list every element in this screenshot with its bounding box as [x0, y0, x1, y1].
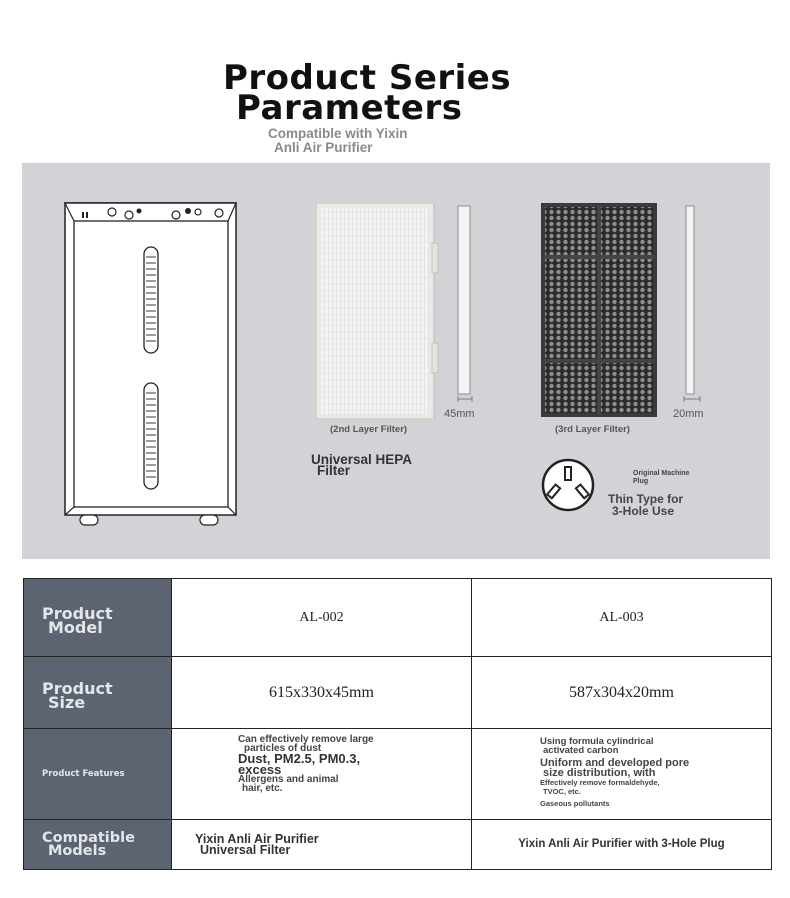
- label-line2: Size: [48, 692, 86, 712]
- plug-note: [633, 470, 689, 486]
- features-al-003: [472, 729, 772, 820]
- feature-line: Dust, PM2.5, PM0.3,: [238, 751, 361, 766]
- air-purifier-illustration: [64, 201, 240, 533]
- feature-line: size distribution, with: [543, 767, 656, 779]
- model-al-002: AL-002: [172, 579, 472, 657]
- thin-type-line2: 3-Hole Use: [612, 504, 675, 518]
- carbon-filter-image: [541, 203, 657, 417]
- hepa-caption: (2nd Layer Filter): [330, 424, 408, 435]
- row-label-features: [24, 729, 172, 820]
- size-al-003: 587x304x20mm: [472, 657, 772, 729]
- page-subtitle: [268, 127, 408, 155]
- compat-al-003-text: Yixin Anli Air Purifier with 3-Hole Plug: [518, 838, 725, 850]
- feature-line: Using formula cylindrical: [540, 736, 654, 747]
- features-al-002: [172, 729, 472, 820]
- table-row: [24, 657, 772, 729]
- compat-line1: Yixin Anli Air Purifier: [195, 831, 319, 846]
- carbon-thickness-label: 20mm: [673, 408, 704, 420]
- feature-line: particles of dust: [244, 743, 322, 754]
- table-row: [24, 579, 772, 657]
- hepa-thickness-bar: [456, 205, 476, 395]
- page-title-line2: Parameters: [236, 88, 463, 128]
- label-line2: Models: [48, 842, 107, 859]
- size-al-002: 615x330x45mm: [172, 657, 472, 729]
- feature-line: Uniform and developed pore: [540, 757, 690, 769]
- product-illustration-panel: [22, 163, 770, 559]
- parameters-table: [23, 578, 772, 870]
- label-line1: Compatible: [42, 829, 135, 846]
- hepa-title-line2: Filter: [317, 463, 351, 478]
- feature-line: excess: [238, 762, 282, 777]
- hepa-filter-image: [316, 203, 440, 419]
- label-line1: Product: [42, 603, 113, 623]
- hepa-title: [311, 454, 412, 476]
- feature-line: Can effectively remove large: [238, 734, 374, 745]
- row-label-size: [24, 657, 172, 729]
- row-label-model: [24, 579, 172, 657]
- label-line1: Product: [42, 678, 113, 698]
- table-row: [24, 729, 772, 820]
- carbon-caption: (3rd Layer Filter): [555, 424, 630, 435]
- hepa-thickness-label: 45mm: [444, 408, 475, 420]
- plug-note-line1: Original Machine: [633, 470, 690, 477]
- subtitle-line2: Anli Air Purifier: [274, 140, 373, 155]
- plug-note-line2: Plug: [633, 478, 649, 485]
- thin-type-line1: Thin Type for: [608, 492, 684, 506]
- feature-line: hair, etc.: [242, 783, 283, 794]
- label-features: Product Features: [42, 769, 125, 779]
- header: [0, 0, 790, 165]
- feature-line: TVOC, etc.: [543, 787, 581, 796]
- model-al-003: AL-003: [472, 579, 772, 657]
- compat-al-002: [172, 820, 472, 870]
- hepa-title-line1: Universal HEPA: [311, 452, 413, 467]
- feature-line: Effectively remove formaldehyde,: [540, 778, 660, 787]
- feature-line: activated carbon: [543, 745, 619, 756]
- page-title-line1: Product Series: [223, 58, 512, 98]
- label-line2: Model: [48, 617, 103, 637]
- feature-line: Allergens and animal: [238, 774, 339, 785]
- table-row: [24, 820, 772, 870]
- compat-al-003: [472, 820, 772, 870]
- feature-line: Gaseous pollutants: [540, 799, 610, 808]
- thin-type-note: [608, 493, 683, 517]
- subtitle-line1: Compatible with Yixin: [268, 126, 408, 141]
- row-label-compatible: [24, 820, 172, 870]
- carbon-thickness-bar: [684, 205, 698, 395]
- compat-line2: Universal Filter: [200, 842, 291, 857]
- plug-icon: [540, 457, 596, 513]
